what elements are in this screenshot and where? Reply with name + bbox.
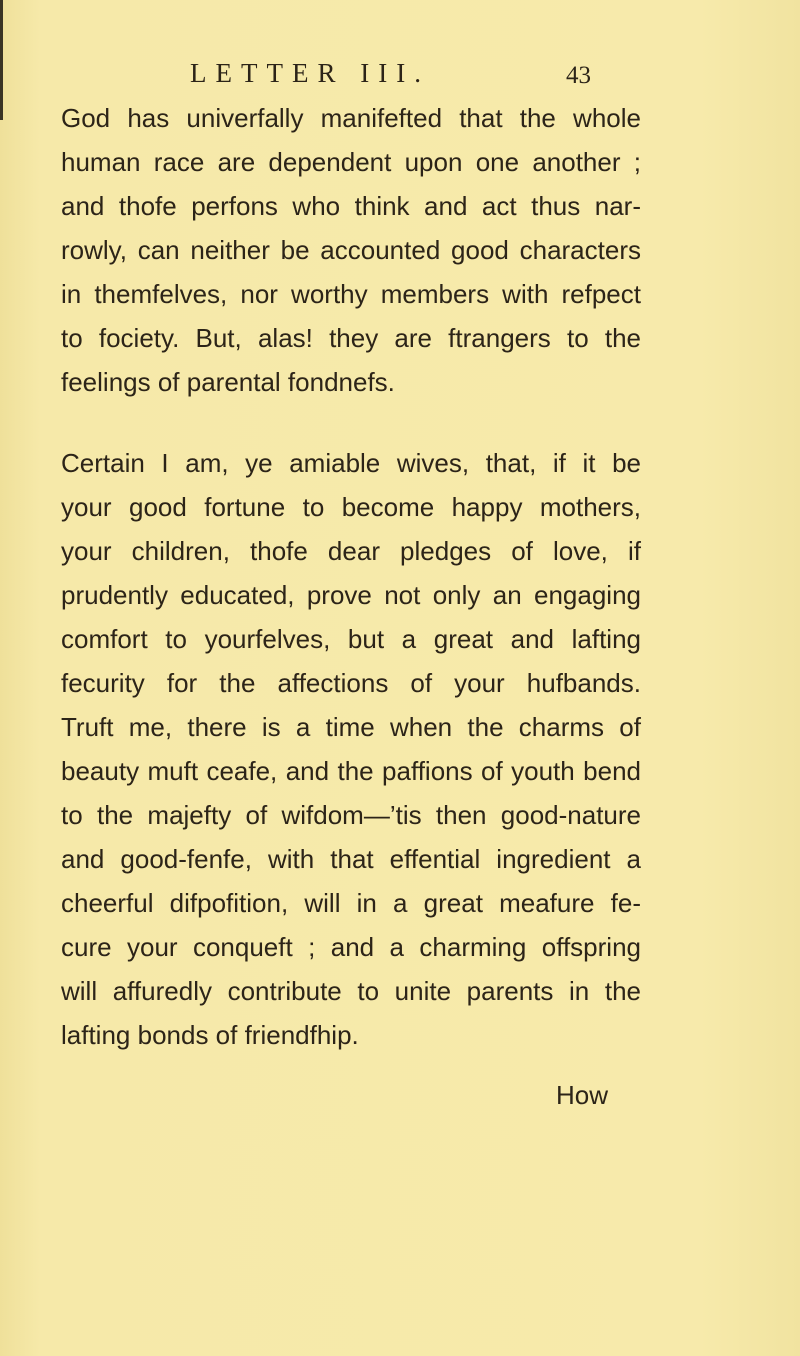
text-line: will affuredly contribute to unite parents in the [61, 976, 641, 1006]
letter-heading: LETTER III. [190, 58, 430, 88]
text-line: beauty muft ceafe, and the paffions of youth bend [61, 756, 641, 786]
text-line: and good-fenfe, with that effential ingredient a [61, 844, 641, 874]
text-line: and thofe perfons who think and act thus nar- [61, 191, 641, 221]
text-line: to fociety. But, alas! they are ftrangers to the [61, 323, 641, 353]
catchword: How [556, 1080, 609, 1110]
text-line: Truft me, there is a time when the charms of [61, 712, 641, 742]
page-number: 43 [566, 62, 591, 89]
text-line: lafting bonds of friendfhip. [61, 1020, 359, 1050]
text-line: human race are dependent upon one another ; [61, 147, 641, 177]
text-line: cheerful difpofition, will in a great meafure fe- [61, 888, 641, 918]
text-line: feelings of parental fondnefs. [61, 367, 395, 397]
text-line: your good fortune to become happy mothers, [61, 492, 641, 522]
text-line: prudently educated, prove not only an engaging [61, 580, 641, 610]
text-line: fecurity for the affections of your hufbands. [61, 668, 641, 698]
text-line: Certain I am, ye amiable wives, that, if it be [61, 448, 641, 478]
text-line: to the majefty of wifdom—’tis then good-nature [61, 800, 641, 830]
running-head [0, 58, 800, 98]
text-line: comfort to yourfelves, but a great and lafting [61, 624, 641, 654]
text-line: your children, thofe dear pledges of love, if [61, 536, 641, 566]
text-line: cure your conqueft ; and a charming offspring [61, 932, 641, 962]
text-line: rowly, can neither be accounted good characters [61, 235, 641, 265]
text-line: in themfelves, nor worthy members with refpect [61, 279, 641, 309]
text-line: God has univerfally manifefted that the whole [61, 103, 641, 133]
